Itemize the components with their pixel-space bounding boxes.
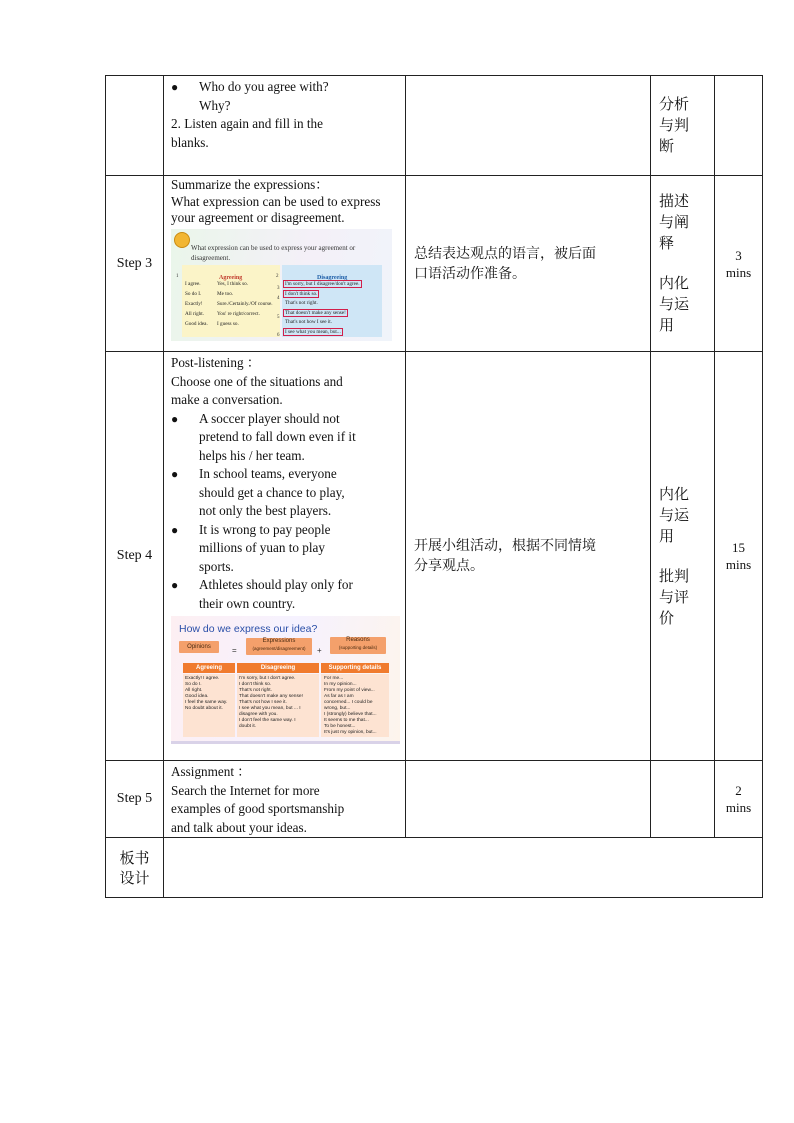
lesson-plan-table	[105, 75, 763, 898]
list-item: ● Who do you agree with? Why?	[171, 78, 400, 115]
ability-cell: 分析 与判 断	[651, 76, 715, 176]
purpose-cell	[406, 761, 651, 838]
content-cell: ● Who do you agree with? Why? 2. Listen again and fill in the blanks.	[164, 76, 406, 176]
table-row	[106, 352, 763, 761]
ability-cell: 内化 与运 用 批判 与评 价	[651, 352, 715, 761]
bullet-icon: ●	[171, 80, 179, 94]
bullet-icon: ●	[171, 467, 179, 481]
board-design-cell	[164, 838, 763, 898]
step-cell: Step 5	[106, 761, 164, 838]
list-item: ● Athletes should play only for their own country.	[171, 576, 400, 613]
ability-cell: 描述 与阐 释 内化 与运 用	[651, 176, 715, 352]
bullet-icon: ●	[171, 522, 179, 537]
table-row	[106, 176, 763, 352]
time-cell: 3 mins	[715, 176, 763, 352]
bullet-icon: ●	[171, 411, 179, 426]
time-cell	[715, 76, 763, 176]
content-cell: Post-listening ： Choose one of the situations and make a conversation. ● A soccer player should not pretend to fall down even if it helps his / her team. ● In school teams, everyone should get a chance to play, not only the best players. ● It is wrong to pay people millions of yuan to play sports. ● Athletes should play only for their own country. How do we express our idea? Opinions = Expressions (agreement/disagreement) + Reasons (supporting details) Agreeing Disagreeing Supporting details Exactly! I agree. So do I. All right. Good idea. I feel the same way. No doubt about it. I'm sorry, but I don't agree. I don't think so. That's not right. That doesn't make any sense! That's not how I see it. I see what you mean, but ... I disagree with you. I don't feel the same way. I doubt it. For me... In my opinion... From my point of view... As far as I am concerned... I could be wrong, but... I (strongly) believe that... It seems to me that... To be honest... It's just my opinion, but...	[164, 352, 406, 761]
step-cell: Step 4	[106, 352, 164, 761]
content-cell: Assignment ： Search the Internet for more examples of good sportsmanship and talk about your ideas.	[164, 761, 406, 838]
board-design-label: 板书 设计	[106, 838, 164, 898]
purpose-cell	[406, 76, 651, 176]
time-cell: 15 mins	[715, 352, 763, 761]
expressions-chart-image: What expression can be used to express your agreement or disagreement. 1 2 Agreeing Disagreeing I agree. So do I. Exactly! All right. Good idea. Yes, I think so. Me too. Sure./Certainly./Of course. You' re right/correct. I guess so. 3 4 5 6 I'm sorry, but I disagree/don't agree. I don't think so. That's not right. That doesn't make any sense! That's not how I see it. I see what you mean, but...	[171, 229, 392, 341]
content-cell: Summarize the expressions： What expression can be used to express your agreement or disagreement. What expression can be used to express your agreement or disagreement. 1 2 Agreeing Disagreeing I agree. So do I. Exactly! All right. Good idea. Yes, I think so. Me too. Sure./Certainly./Of course. You' re right/correct. I guess so. 3 4 5 6 I'm sorry, but I disagree/don't agree. I don't think so. That's not right. That doesn't make any sense! That's not how I see it. I see what you mean, but...	[164, 176, 406, 352]
list-item: ● In school teams, everyone should get a chance to play, not only the best players.	[171, 465, 400, 521]
ability-cell	[651, 761, 715, 838]
table-row	[106, 761, 763, 838]
table-row	[106, 838, 763, 898]
step-cell: Step 3	[106, 176, 164, 352]
table-row	[106, 76, 763, 176]
purpose-cell: 总结表达观点的语言，被后面 口语活动作准备。	[406, 176, 651, 352]
step-cell	[106, 76, 164, 176]
express-idea-chart-image: How do we express our idea? Opinions = Expressions (agreement/disagreement) + Reasons (supporting details) Agreeing Disagreeing Supporting details Exactly! I agree. So do I. All right. Good idea. I feel the same way. No doubt about it. I'm sorry, but I don't agree. I don't think so. That's not right. That doesn't make any sense! That's not how I see it. I see what you mean, but ... I disagree with you. I don't feel the same way. I doubt it. For me... In my opinion... From my point of view... As far as I am concerned... I could be wrong, but... I (strongly) believe that... It seems to me that... To be honest... It's just my opinion, but...	[171, 616, 400, 744]
bullet-icon: ●	[171, 578, 179, 592]
list-item: ● It is wrong to pay people millions of yuan to play sports.	[171, 521, 400, 577]
headphones-icon	[174, 232, 190, 248]
purpose-cell: 开展小组活动，根据不同情境 分享观点。	[406, 352, 651, 761]
list-item: ● A soccer player should not pretend to fall down even if it helps his / her team.	[171, 410, 400, 466]
time-cell: 2 mins	[715, 761, 763, 838]
